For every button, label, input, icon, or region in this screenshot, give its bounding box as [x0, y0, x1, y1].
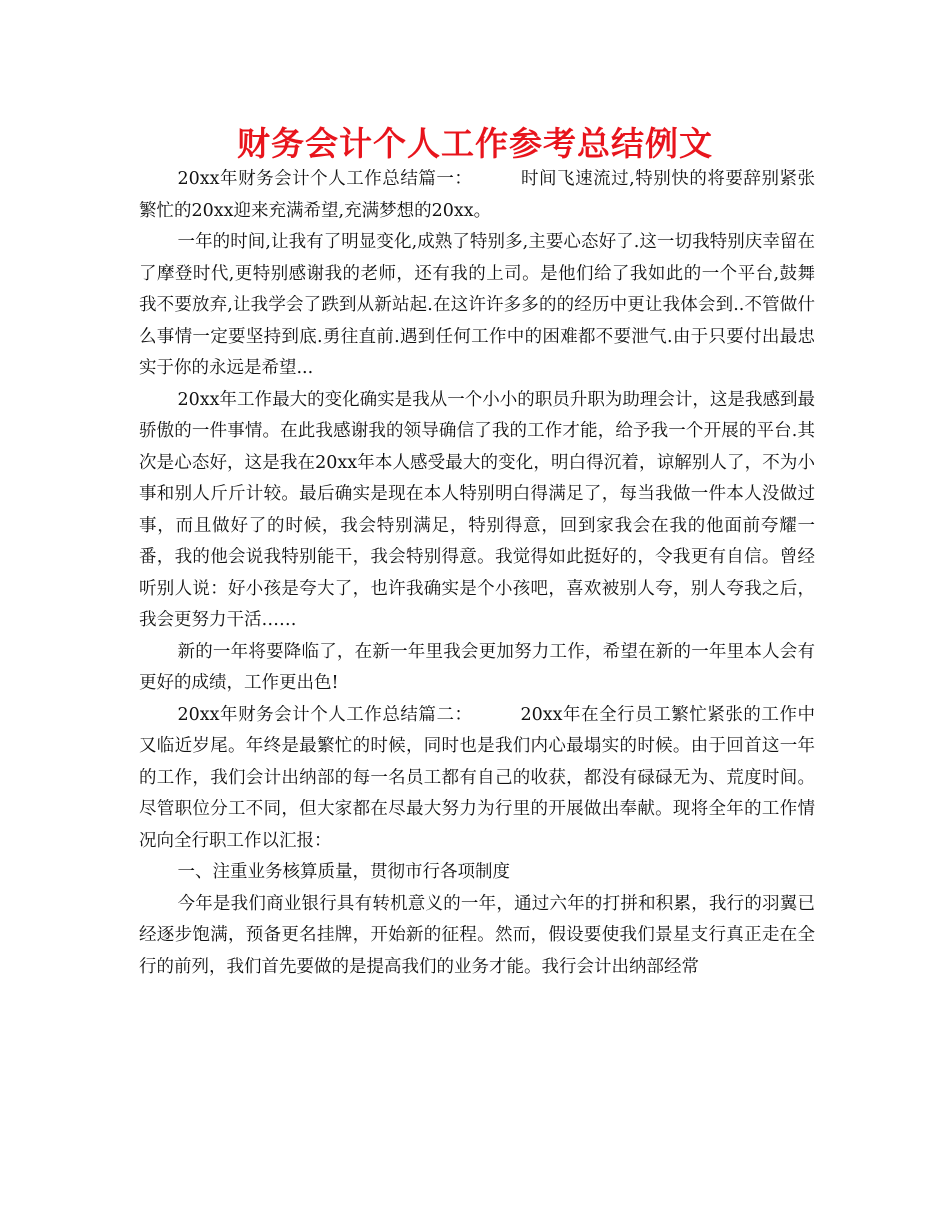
- paragraph-4: 新的一年将要降临了，在新一年里我会更加努力工作，希望在新的一年里本人会有更好的成绩，工作更出色!: [139, 641, 815, 693]
- paragraph-5-text: 20xx年在全行员工繁忙紧张的工作中又临近岁尾。年终是最繁忙的时候，同时也是我们内心最塌实的时候。由于回首这一年的工作，我们会计出纳部的每一名员工都有自己的收获，都没有碌碌无为、荒度时间。尽管职位分工不同，但大家都在尽最大努力为行里的开展做出奉献。现将全年的工作情况向全行职工作以汇报：: [139, 704, 815, 851]
- paragraph-1: [139, 164, 815, 227]
- paragraph-3: 20xx年工作最大的变化确实是我从一个小小的职员升职为助理会计，这是我感到最骄傲的一件事情。在此我感谢我的领导确信了我的工作才能，给予我一个开展的平台.其次是心态好，这是我在20xx年本人感受最大的变化，明白得沉着，谅解别人了，不为小事和别人斤斤计较。最后确实是现在本人特别明白得满足了，每当我做一件本人没做过事，而且做好了的时候，我会特别满足，特别得意，回到家我会在我的他面前夸耀一番，我的他会说我特别能干，我会特别得意。我觉得如此挺好的，令我更有自信。曾经听别人说：好小孩是夸大了，也许我确实是个小孩吧，喜欢被别人夸，别人夸我之后，我会更努力干活……: [139, 389, 815, 630]
- paragraph-7: 今年是我们商业银行具有转机意义的一年，通过六年的打拼和积累，我行的羽翼已经逐步饱满，预备更名挂牌，开始新的征程。然而，假设要使我们景星支行真正走在全行的前列，我们首先要做的是提高我们的业务才能。我行会计出纳部经常: [139, 893, 815, 977]
- paragraph-1-text: 时间飞速流过,特别快的将要辞别紧张繁忙的20xx迎来充满希望,充满梦想的20xx。: [139, 169, 816, 221]
- section-heading-1: 一、注重业务核算质量，贯彻市行各项制度: [177, 862, 510, 882]
- paragraph-5-lead: 20xx年财务会计个人工作总结篇二：: [177, 704, 473, 725]
- document-title: 财务会计个人工作参考总结例文: [237, 124, 713, 163]
- paragraph-1-lead: 20xx年财务会计个人工作总结篇一：: [177, 169, 473, 189]
- document-body: [139, 164, 815, 983]
- paragraph-5: [139, 700, 815, 858]
- paragraph-2: 一年的时间,让我有了明显变化,成熟了特别多,主要心态好了.这一切我特别庆幸留在了摩登时代,更特别感谢我的老师，还有我的上司。是他们给了我如此的一个平台,鼓舞我不要放弃,让我学会了跌到从新站起.在这许许多多的的经历中更让我体会到..不管做什么事情一定要坚持到底.勇往直前.遇到任何工作中的困难都不要泄气.由于只要付出最忠实于你的永远是希望...: [139, 232, 815, 378]
